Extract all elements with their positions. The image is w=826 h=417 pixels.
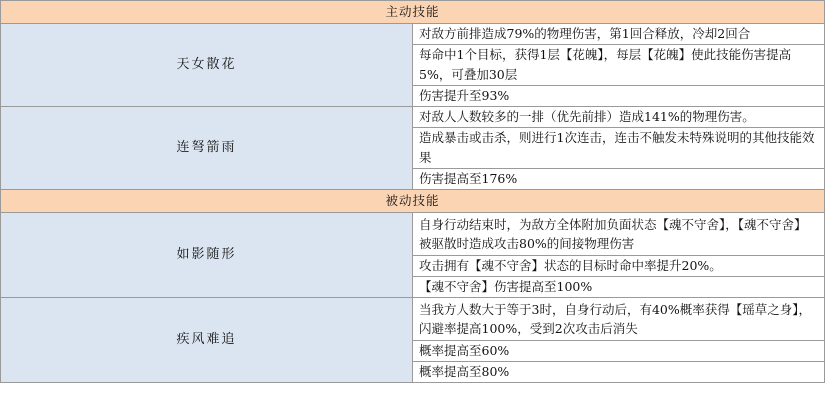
skill-upgrade: 攻击拥有【魂不守舍】状态的目标时命中率提升20%。 [413, 256, 825, 277]
skill-upgrade: 概率提高至80% [413, 362, 825, 383]
table-row [1, 107, 825, 128]
skill-name: 天女散花 [1, 24, 413, 107]
skill-description: 自身行动结束时，为敌方全体附加负面状态【魂不守舍】，【魂不守舍】被驱散时造成攻击80%的间接物理伤害 [413, 213, 825, 256]
section-header-row [1, 190, 825, 213]
section-title-active: 主动技能 [1, 1, 825, 24]
skill-name: 如影随形 [1, 213, 413, 298]
section-title-passive: 被动技能 [1, 190, 825, 213]
table-row [1, 24, 825, 45]
skill-description: 当我方人数大于等于3时，自身行动后，有40%概率获得【瑶草之身】，闪避率提高100%，受到2次攻击后消失 [413, 298, 825, 341]
skill-upgrade: 每命中1个目标，获得1层【花魄】，每层【花魄】使此技能伤害提高5%，可叠加30层 [413, 45, 825, 86]
skill-description: 对敌方前排造成79%的物理伤害，第1回合释放，冷却2回合 [413, 24, 825, 45]
table-row [1, 213, 825, 256]
skill-name: 疾风难追 [1, 298, 413, 383]
skill-description: 对敌人人数较多的一排（优先前排）造成141%的物理伤害。 [413, 107, 825, 128]
skill-upgrade: 伤害提升至93% [413, 86, 825, 107]
skill-upgrade: 【魂不守舍】伤害提高至100% [413, 277, 825, 298]
skill-name: 连弩箭雨 [1, 107, 413, 190]
skill-upgrade: 概率提高至60% [413, 341, 825, 362]
skill-upgrade: 伤害提高至176% [413, 169, 825, 190]
table-row [1, 298, 825, 341]
section-header-row [1, 1, 825, 24]
skill-upgrade: 造成暴击或击杀，则进行1次连击，连击不触发未特殊说明的其他技能效果 [413, 128, 825, 169]
